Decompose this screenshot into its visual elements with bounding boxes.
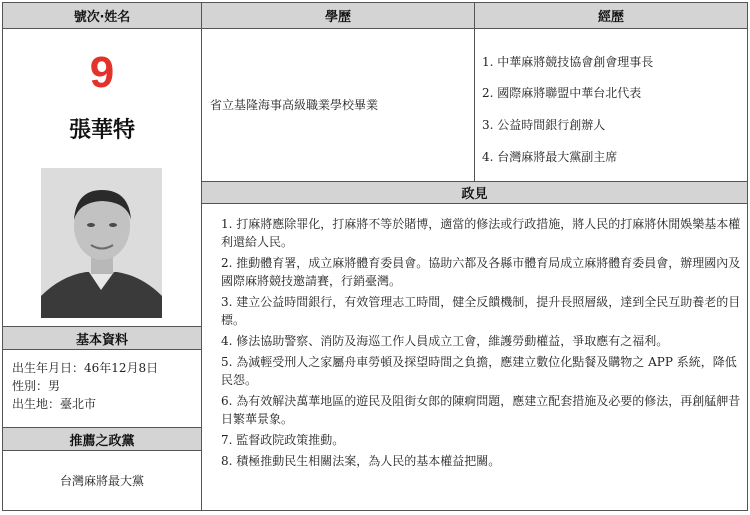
policy-list [207,215,742,473]
policy-item: 4. 修法協助警察、消防及海巡工作人員成立工會，維護勞動權益，爭取應有之福利。 [221,334,669,348]
header-number-name: 號次‧姓名 [3,3,201,28]
candidate-number: 9 [89,48,115,97]
policy-item: 8. 積極推動民生相關法案，為人民的基本權益把關。 [221,454,501,468]
basic-info [12,359,200,413]
experience-item: 1. 中華麻將競技協會創會理事長 [482,55,654,69]
divider [202,203,747,204]
header-policy: 政見 [202,182,747,203]
portrait-image [41,168,162,318]
candidate-photo [41,168,162,318]
header-education: 學歷 [202,3,474,28]
birthplace: 出生地：臺北市 [12,397,97,411]
divider [201,3,202,510]
policy-item: 5. 為減輕受刑人之家屬舟車勞頓及探望時間之負擔，應建立數位化點餐及購物之 APP 系統，降低民怨。 [221,355,737,387]
candidate-name: 張華特 [68,118,135,143]
experience-item: 4. 台灣麻將最大黨副主席 [482,150,618,164]
header-experience: 經歷 [475,3,747,28]
divider [474,3,475,181]
policy-item: 1. 打麻將應除罪化，打麻將不等於賭博，適當的修法或行政措施，將人民的打麻將休閒娛樂基本權利還給人民。 [221,217,741,249]
divider [3,28,747,29]
education-text: 省立基隆海事高級職業學校畢業 [210,98,379,112]
divider [3,349,201,350]
policy-item: 3. 建立公益時間銀行，有效管理志工時間，健全反饋機制，提升長照層級，達到全民互助養老的目標。 [221,295,741,327]
experience-item: 2. 國際麻將聯盟中華台北代表 [482,86,642,100]
divider [3,450,201,451]
header-recommended-party: 推薦之政黨 [3,428,201,450]
header-basic-info: 基本資料 [3,327,201,349]
policy-item: 2. 推動體育署，成立麻將體育委員會。協助六都及各縣市體育局成立麻將體育委員會，辦理國內及國際麻將競技邀請賽，行銷臺灣。 [221,256,741,288]
gender: 性別：男 [12,379,61,393]
party-name: 台灣麻將最大黨 [59,474,144,488]
experience-item: 3. 公益時間銀行創辦人 [482,118,606,132]
birth-date: 出生年月日：46年12月8日 [12,361,159,375]
policy-item: 6. 為有效解決萬華地區的遊民及阻街女郎的陳痾問題，應建立配套措施及必要的修法，再創艋舺昔日繁華景象。 [221,394,741,426]
policy-item: 7. 監督政院政策推動。 [221,433,345,447]
